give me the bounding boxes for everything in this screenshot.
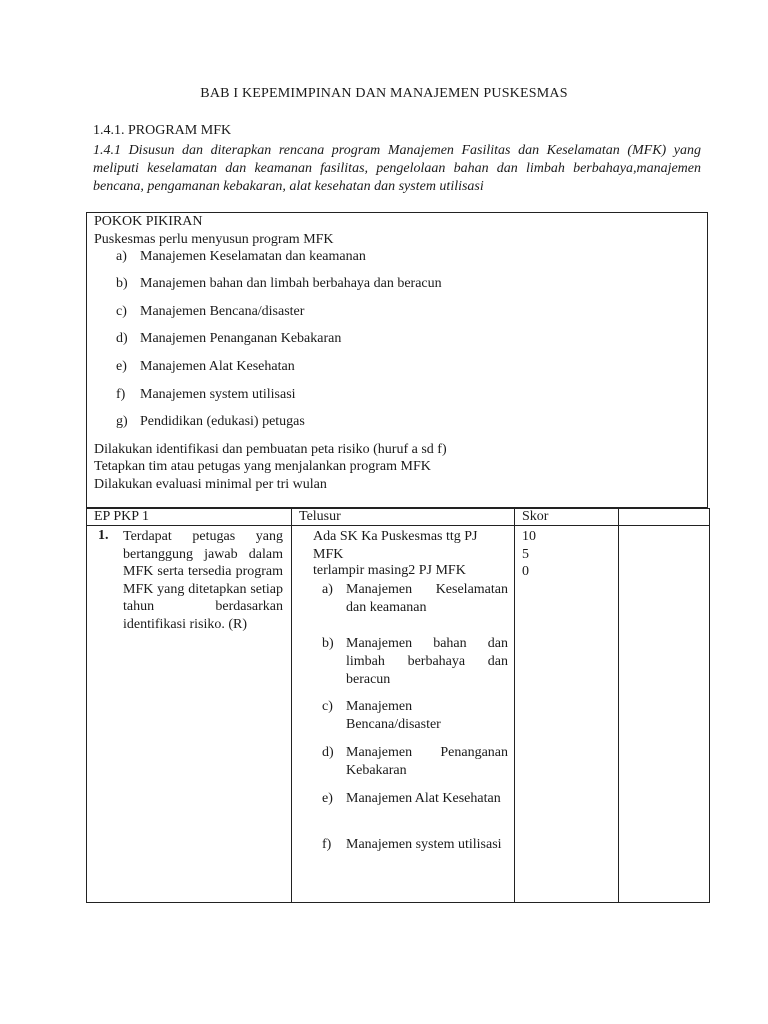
list-item-text: Manajemen Alat Kesehatan xyxy=(346,791,501,806)
document-title: BAB I KEPEMIMPINAN DAN MANAJEMEN PUSKESMAS xyxy=(200,86,568,101)
column-header-skor: Skor xyxy=(515,509,619,526)
list-marker: d) xyxy=(322,745,334,760)
skor-cell xyxy=(515,526,619,903)
pokok-pikiran-box xyxy=(86,212,708,508)
list-marker: d) xyxy=(116,331,128,346)
skor-value: 5 xyxy=(522,546,529,562)
pokok-pikiran-note: Dilakukan evaluasi minimal per tri wulan xyxy=(94,477,327,492)
telusur-intro-2: terlampir masing2 PJ MFK xyxy=(313,563,466,578)
column-header-telusur: Telusur xyxy=(292,509,515,526)
pokok-pikiran-item xyxy=(116,359,295,375)
column-header-ep: EP PKP 1 xyxy=(87,509,292,526)
ep-table xyxy=(86,508,710,903)
section-heading: 1.4.1. PROGRAM MFK xyxy=(93,123,232,138)
skor-value: 10 xyxy=(522,529,536,544)
telusur-intro: Ada SK Ka Puskesmas ttg PJ MFK xyxy=(313,529,478,562)
list-item-text: Manajemen system utilisasi xyxy=(140,387,296,402)
list-item-text: Manajemen Penanganan Kebakaran xyxy=(140,331,342,346)
pokok-pikiran-heading: POKOK PIKIRAN xyxy=(94,214,203,229)
list-marker: b) xyxy=(116,276,128,291)
telusur-item xyxy=(322,790,508,808)
list-marker: c) xyxy=(322,699,333,714)
telusur-item xyxy=(322,744,508,780)
pokok-pikiran-item xyxy=(116,304,304,320)
list-item-text: Manajemen bahan dan limbah berbahaya dan beracun xyxy=(140,276,442,291)
ep-cell xyxy=(87,526,292,903)
list-item-text: Manajemen Keselamatan dan keamanan xyxy=(140,249,366,264)
list-marker: c) xyxy=(116,304,127,319)
ep-number: 1. xyxy=(98,528,109,543)
list-marker: e) xyxy=(116,359,127,374)
list-marker: f) xyxy=(322,837,332,852)
empty-cell xyxy=(619,526,710,903)
list-item-text: Manajemen Penanganan Kebakaran xyxy=(346,745,508,778)
pokok-pikiran-note: Dilakukan identifikasi dan pembuatan peta risiko (huruf a sd f) xyxy=(94,442,447,457)
pokok-pikiran-item xyxy=(116,331,341,347)
list-marker: a) xyxy=(322,582,333,597)
skor-list xyxy=(522,528,536,581)
telusur-item xyxy=(322,836,508,854)
telusur-item xyxy=(322,698,508,734)
telusur-item xyxy=(322,581,508,617)
pokok-pikiran-item xyxy=(116,414,305,430)
list-item-text: Manajemen Alat Kesehatan xyxy=(140,359,295,374)
telusur-cell xyxy=(292,526,515,903)
list-item-text: Manajemen system utilisasi xyxy=(346,837,502,852)
skor-value: 0 xyxy=(522,564,529,580)
list-item-text: Manajemen Bencana/disaster xyxy=(140,304,305,319)
list-marker: b) xyxy=(322,636,334,651)
list-marker: f) xyxy=(116,387,126,402)
list-item-text: Pendidikan (edukasi) petugas xyxy=(140,414,305,429)
pokok-pikiran-item xyxy=(116,276,442,292)
pokok-pikiran-note: Tetapkan tim atau petugas yang menjalankan program MFK xyxy=(94,459,431,474)
table-row xyxy=(87,526,710,903)
list-marker: e) xyxy=(322,791,333,806)
list-marker: g) xyxy=(116,414,128,429)
table-header-row xyxy=(87,509,710,526)
list-item-text: Manajemen Keselamatan dan keamanan xyxy=(346,582,508,615)
list-item-text: Manajemen bahan dan limbah berbahaya dan beracun xyxy=(346,636,508,687)
ep-text: Terdapat petugas yang bertanggung jawab dalam MFK serta tersedia program MFK yang ditetapkan setiap tahun berdasarkan identifikasi risiko. (R) xyxy=(123,529,283,632)
pokok-pikiran-item xyxy=(116,387,296,403)
section-description: 1.4.1 Disusun dan diterapkan rencana program Manajemen Fasilitas dan Keselamatan (MFK) yang meliputi keselamatan dan keamanan fasilitas, pengelolaan bahan dan limbah berbahaya,manajemen bencana, pengamanan kebakaran, alat kesehatan dan system utilisasi xyxy=(93,143,701,194)
column-header-empty xyxy=(619,509,710,526)
list-item-text: Manajemen Bencana/disaster xyxy=(346,699,441,732)
pokok-pikiran-item xyxy=(116,249,366,265)
list-marker: a) xyxy=(116,249,127,264)
pokok-pikiran-intro: Puskesmas perlu menyusun program MFK xyxy=(94,232,334,247)
telusur-item xyxy=(322,635,508,689)
